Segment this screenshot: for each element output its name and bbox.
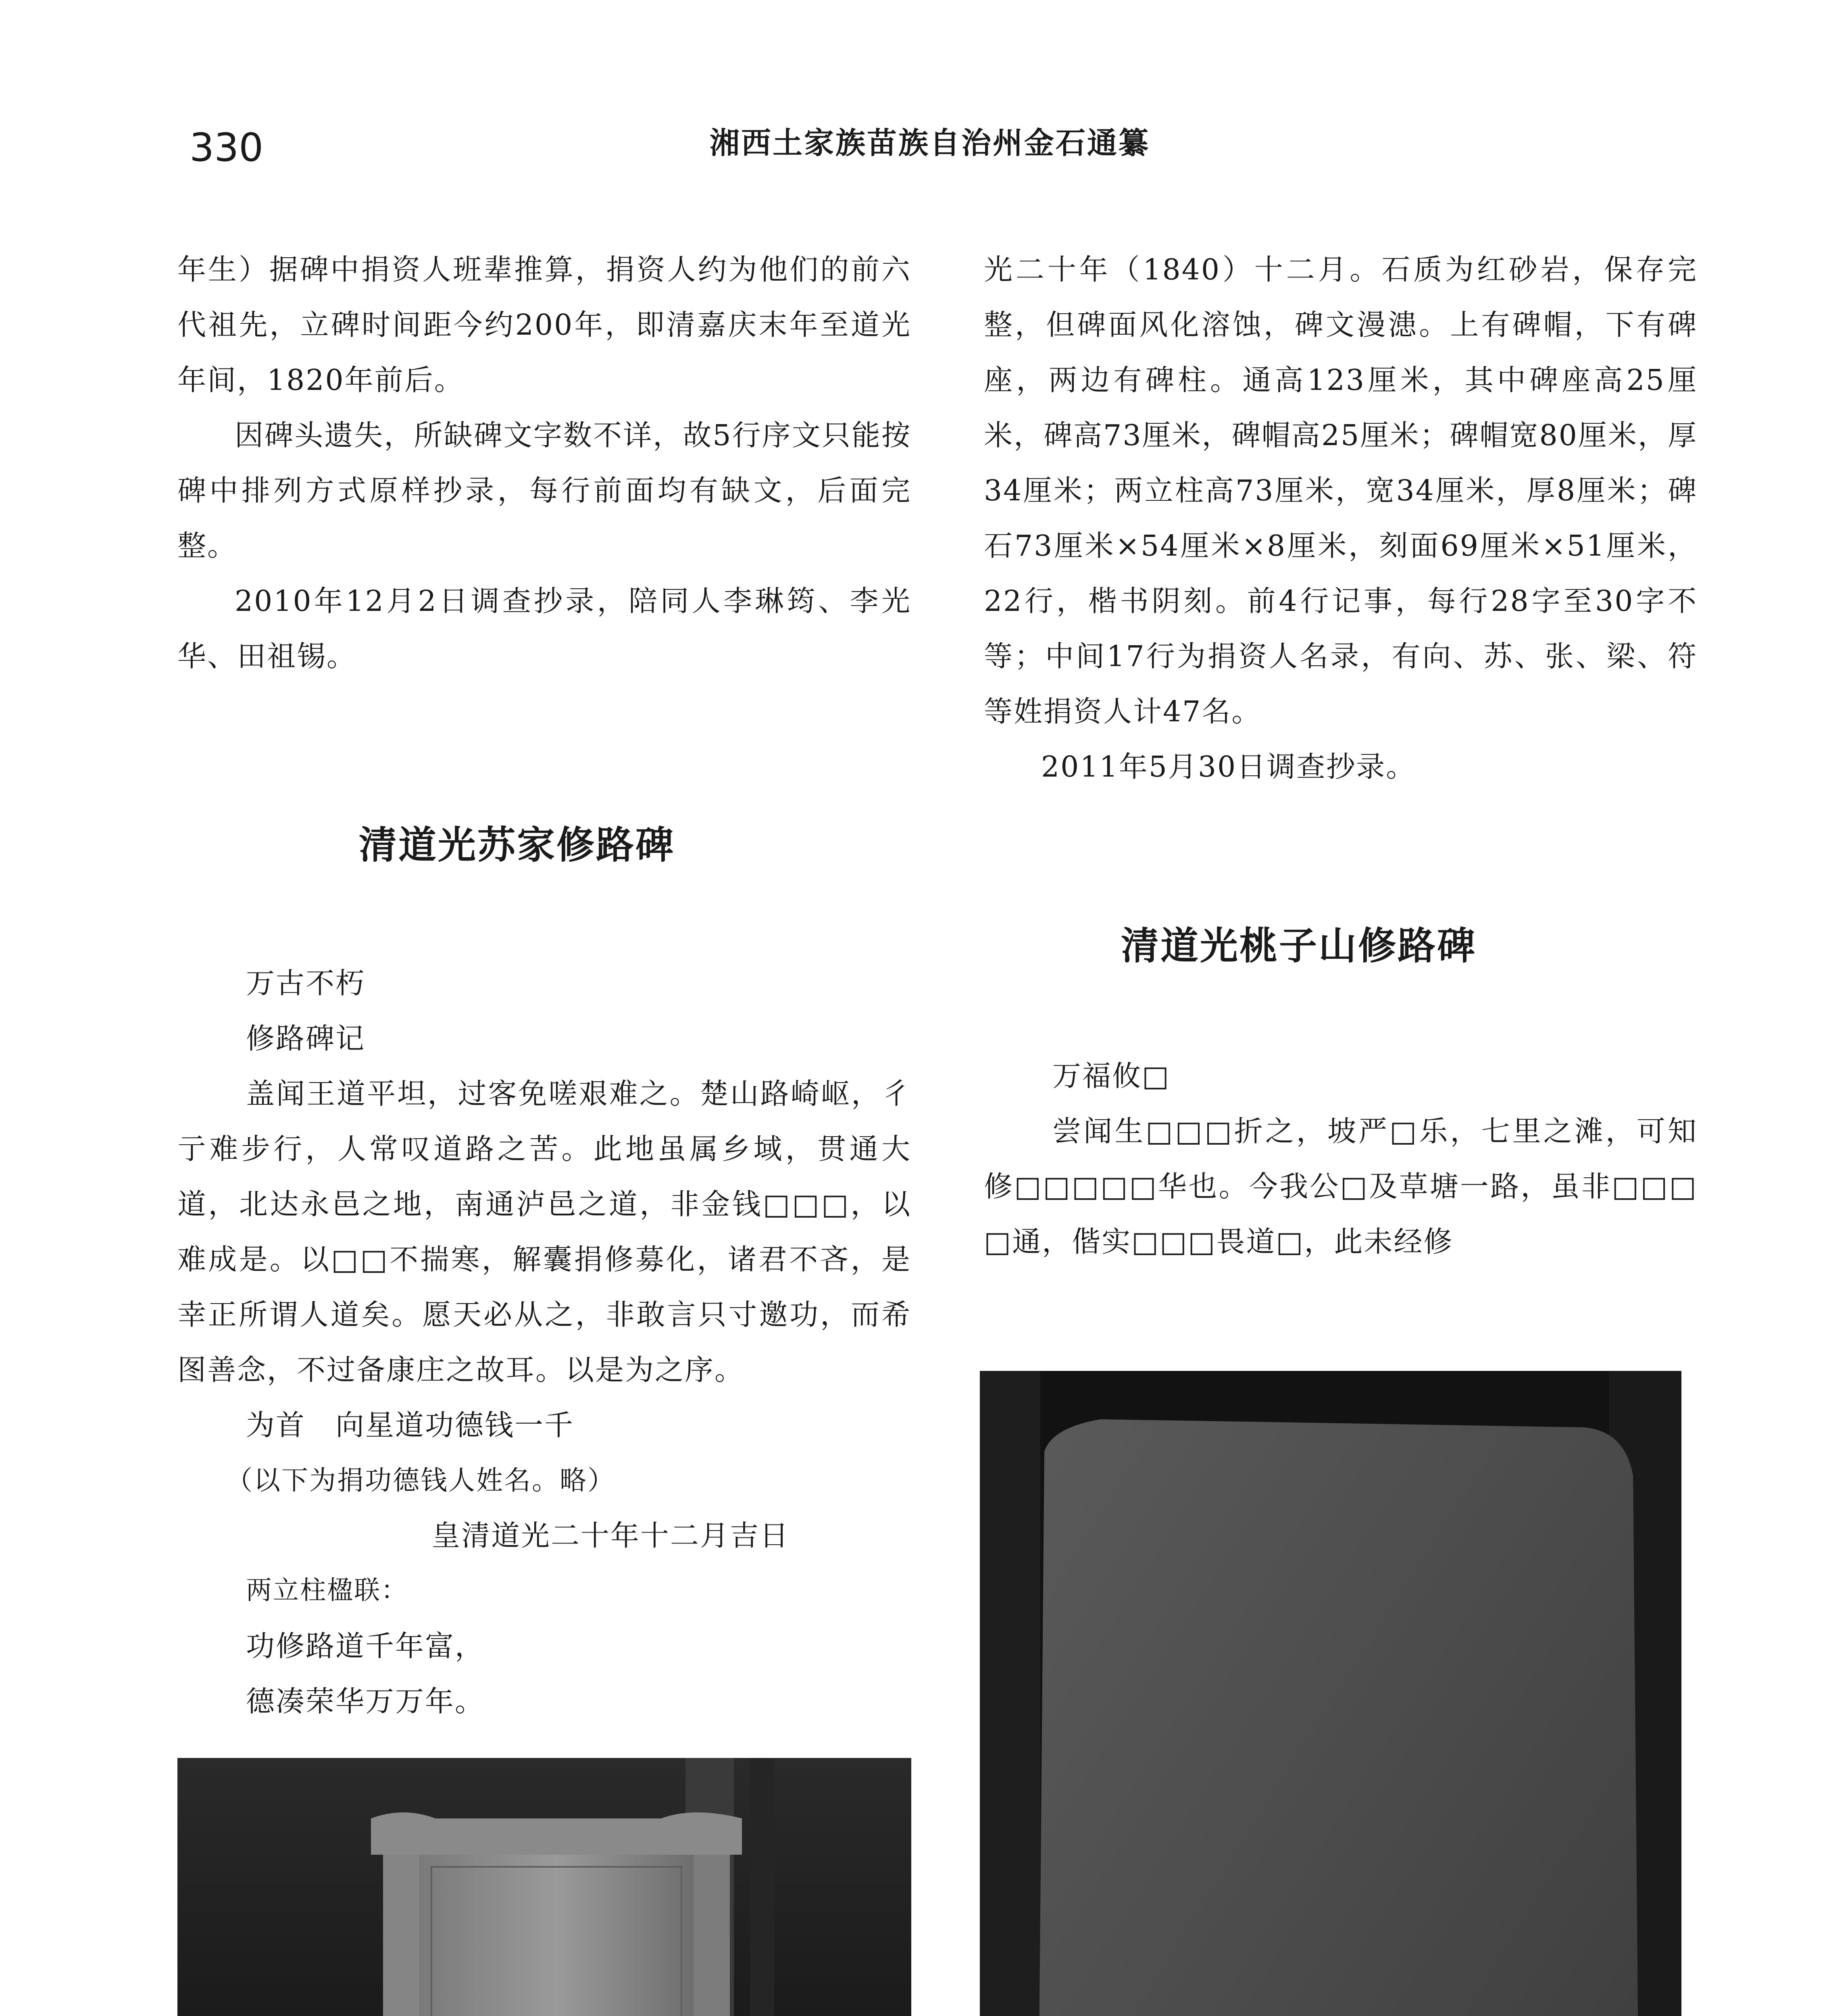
inscription-date: 皇清道光二十年十二月吉日 [431,1519,790,1552]
right-top-text [984,242,1698,794]
couplet-line: 功修路道千年富， [246,1629,485,1663]
inscription-body: 尝闻生□□□折之，坡严□乐，七里之滩，可知修□□□□□华也。今我公□及草塘一路，虽非□□□□通，偕实□□□畏道□，此未经修 [984,1114,1698,1258]
paragraph: 因碑头遗失，所缺碑文字数不详，故5行序文只能按碑中排列方式原样抄录，每行前面均有缺文，后面完整。 [177,419,911,562]
paragraph: 2011年5月30日调查抄录。 [1041,750,1416,783]
inscription-text [984,1048,1698,1269]
section-title: 清道光苏家修路碑 [359,823,675,867]
stele-photo [177,1758,911,2016]
stele-photo [980,1371,1681,2016]
paragraph: 2010年12月2日调查抄录，陪同人李琳筠、李光华、田祖锡。 [177,584,911,673]
inscription-line: 为首 向星道功德钱一千 [246,1408,575,1442]
omission-note: （以下为捐功德钱人姓名。略） [226,1465,615,1496]
running-title: 湘西土家族苗族自治州金石通纂 [710,126,1150,160]
inscription-line: 万福攸□ [1052,1059,1171,1093]
couplet-line: 德凑荣华万万年。 [246,1685,485,1718]
inscription-line: 修路碑记 [246,1022,366,1055]
paragraph: 年生）据碑中捐资人班辈推算，捐资人约为他们的前六代祖先，立碑时间距今约200年，即清嘉庆末年至道光年间，1820年前后。 [177,253,911,397]
inscription-text [177,956,911,1729]
page-number: 330 [190,125,264,170]
paragraph: 光二十年（1840）十二月。石质为红砂岩，保存完整，但碑面风化溶蚀，碑文漫漶。上有碑帽，下有碑座，两边有碑柱。通高123厘米，其中碑座高25厘米，碑高73厘米，碑帽高25厘米；碑帽宽80厘米，厚34厘米；两立柱高73厘米，宽34厘米，厚8厘米；碑石73厘米×54厘米×8厘米，刻面69厘米×51厘米，22行，楷书阴刻。前4行记事，每行28字至30字不等；中间17行为捐资人名录，有向、苏、张、梁、符等姓捐资人计47名。 [984,253,1698,728]
section-title: 清道光桃子山修路碑 [1121,924,1477,968]
inscription-body: 盖闻王道平坦，过客免嗟艰难之。楚山路崎岖，彳亍难步行，人常叹道路之苦。此地虽属乡域，贯通大道，北达永邑之地，南通泸邑之道，非金钱□□□，以难成是。以□□不揣寒，解囊捐修募化，诸君不吝，是幸正所谓人道矣。愿天必从之，非敢言只寸邀功，而希图善念，不过备康庄之故耳。以是为之序。 [177,1077,911,1387]
couplet-label: 两立柱楹联： [246,1576,408,1606]
inscription-line: 万古不朽 [246,966,366,1000]
left-top-text [177,242,911,684]
